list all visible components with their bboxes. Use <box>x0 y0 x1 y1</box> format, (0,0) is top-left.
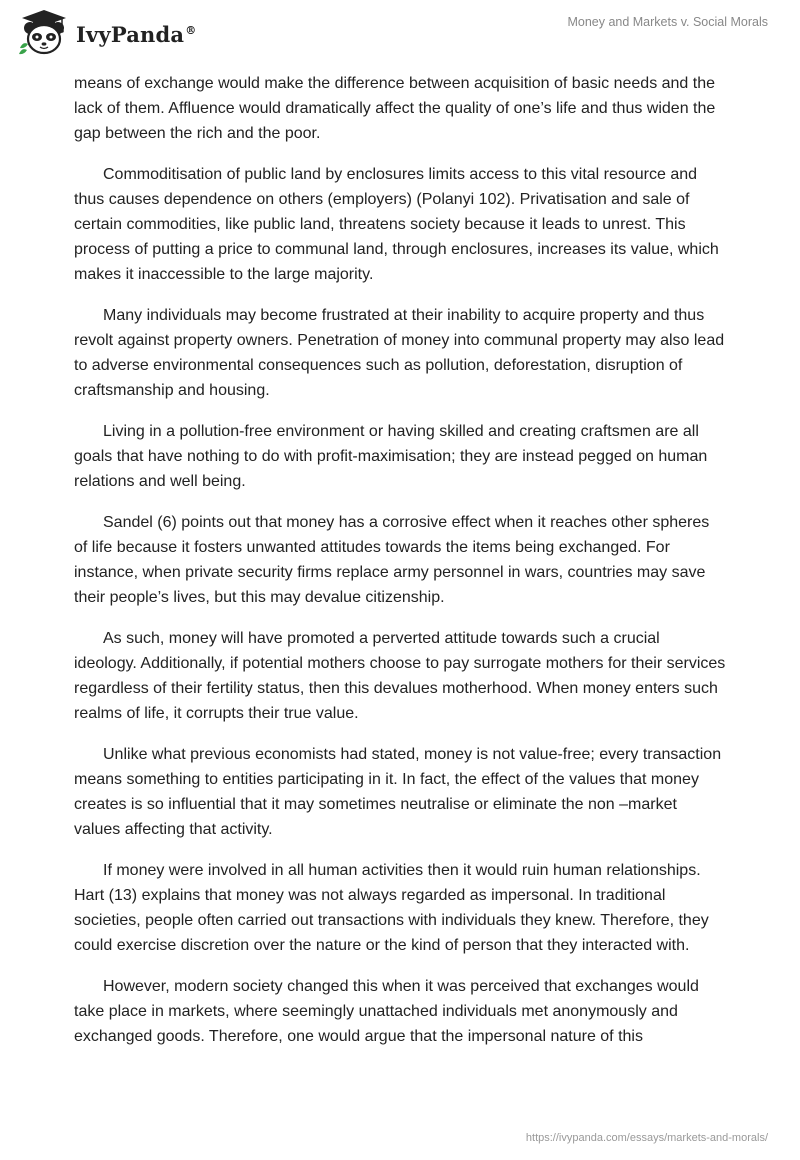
panda-graduate-icon <box>16 8 72 56</box>
paragraph-8: If money were involved in all human activities then it would ruin human relationships. Hart (13) explains that money was not always regarded as impersonal. In traditional societies, people often carried out transactions with individuals they knew. Therefore, they could exercise discretion over the nature or the kind of person that they interacted with. <box>74 862 709 954</box>
brand-name: IvyPanda® <box>76 21 197 47</box>
registered-mark: ® <box>185 23 197 37</box>
paragraph-6: As such, money will have promoted a perverted attitude towards such a crucial ideology. Additionally, if potential mothers choose to pay surrogate mothers for their services regardless of their fertility status, then this devalues motherhood. When money enters such realms of life, it corrupts their true value. <box>74 630 726 722</box>
paragraph-7: Unlike what previous economists had stated, money is not value-free; every transaction means something to entities participating in it. In fact, the effect of the values that money creates is so influential that it may sometimes neutralise or eliminate the non –market values affecting that activity. <box>74 746 722 838</box>
paragraph-2: Commoditisation of public land by enclosures limits access to this vital resource and thus causes dependence on others (employers) (Polanyi 102). Privatisation and sale of certain commodities, like public land, threatens society because it leads to unrest. This process of putting a price to communal land, through enclosures, increases its value, which makes it inaccessible to the large majority. <box>74 166 719 283</box>
document-title: Money and Markets v. Social Morals <box>567 15 768 29</box>
paragraph-9: However, modern society changed this when it was perceived that exchanges would take place in markets, where seemingly unattached individuals met anonymously and exchanged goods. Therefore, one would argue that the impersonal nature of this <box>74 978 699 1045</box>
paragraph-5: Sandel (6) points out that money has a corrosive effect when it reaches other spheres of life because it fosters unwanted attitudes towards the items being exchanged. For instance, when private security firms replace army personnel in wars, countries may save their people’s lives, but this may devalue citizenship. <box>74 514 710 606</box>
page-header <box>0 0 800 70</box>
ivypanda-logo[interactable] <box>16 8 196 56</box>
paragraph-4: Living in a pollution-free environment or having skilled and creating craftsmen are all goals that have nothing to do with profit-maximisation; they are instead pegged on human relations and well being. <box>74 423 708 490</box>
source-url[interactable]: https://ivypanda.com/essays/markets-and-morals/ <box>525 1132 768 1144</box>
paragraph-3: Many individuals may become frustrated at their inability to acquire property and thus revolt against property owners. Penetration of money into communal property may also lead to adverse environmental consequences such as pollution, deforestation, disruption of craftsmanship and housing. <box>74 307 725 399</box>
essay-body <box>74 71 726 1065</box>
paragraph-1: means of exchange would make the difference between acquisition of basic needs and the lack of them. Affluence would dramatically affect the quality of one’s life and thus widen the gap between the rich and the poor. <box>74 75 716 142</box>
